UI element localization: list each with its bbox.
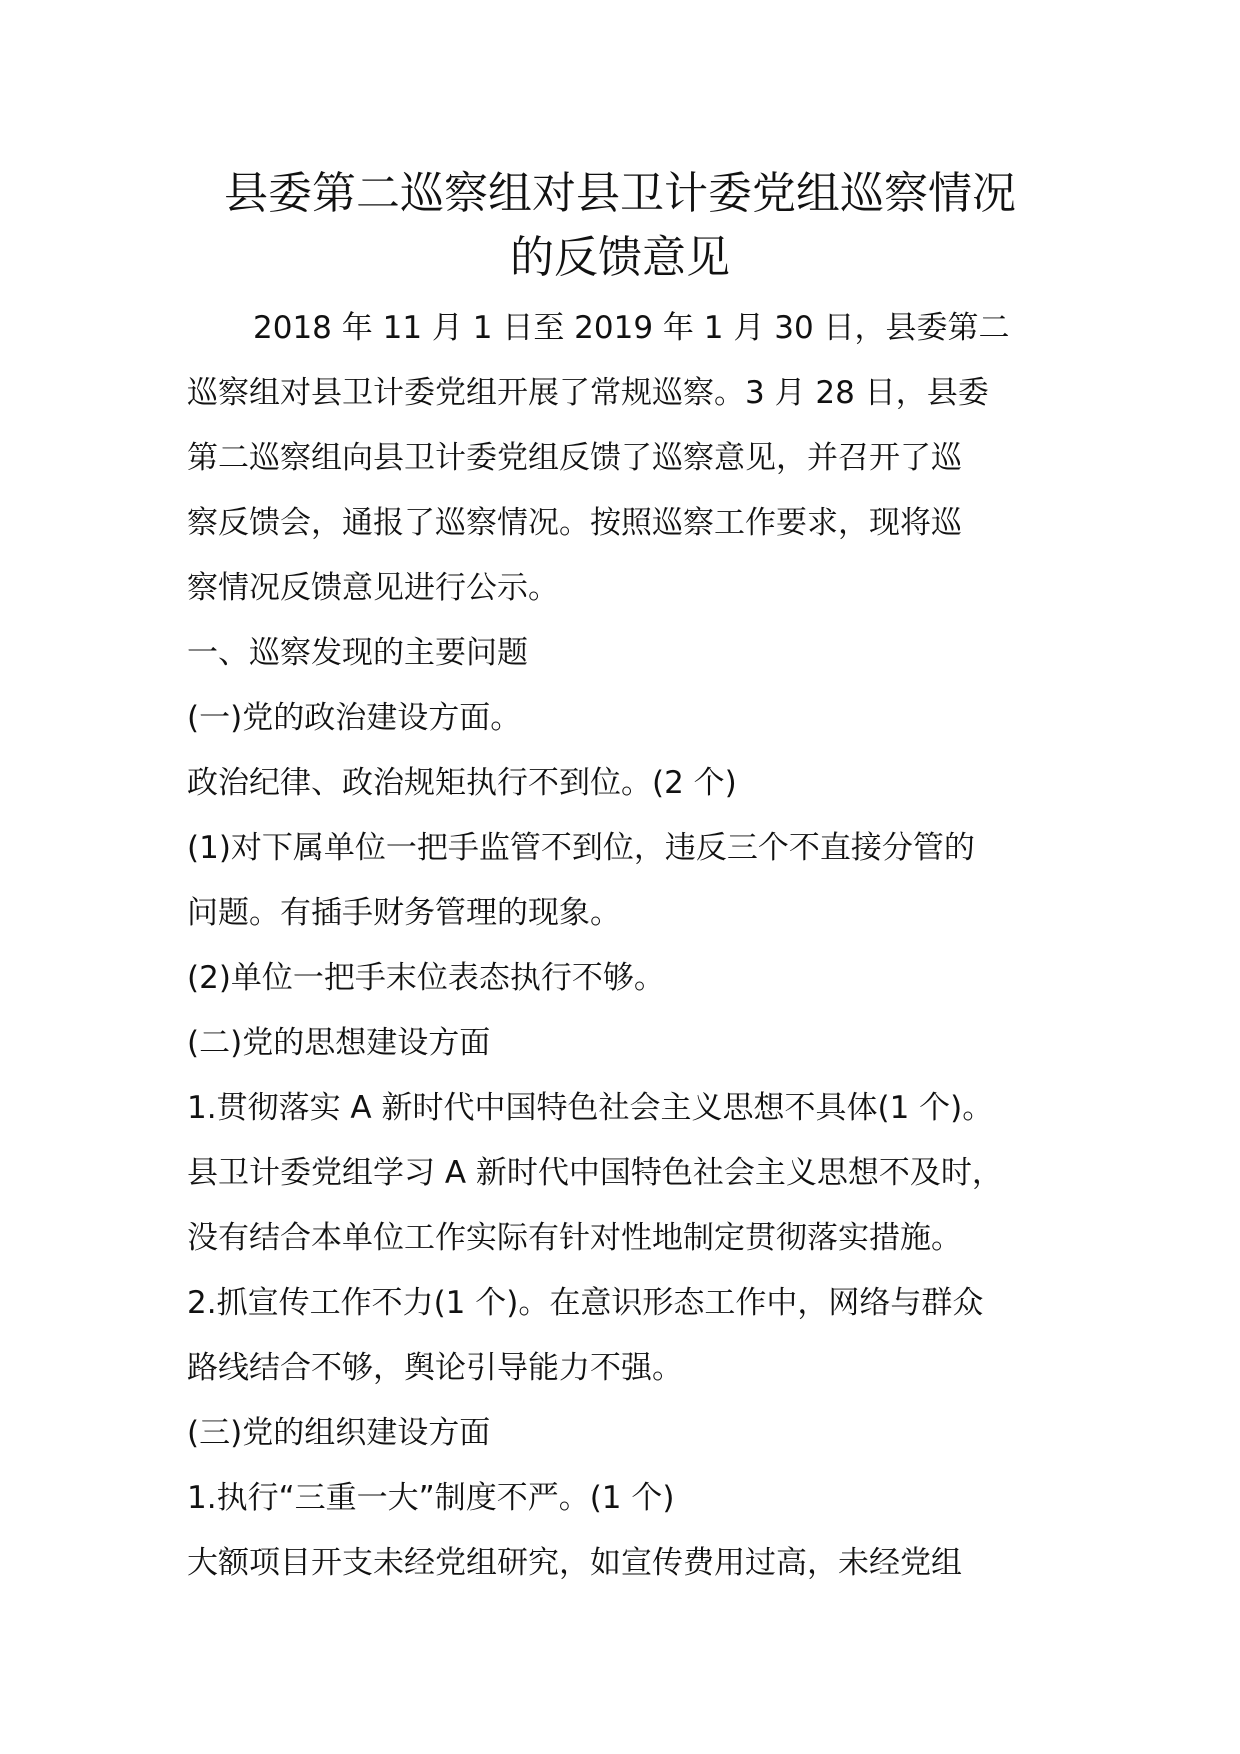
document-body — [187, 296, 1087, 1596]
part1-item2: (2)单位一把手末位表态执行不够。 — [187, 960, 665, 996]
part1-item1-line-2: 问题。有插手财务管理的现象。 — [187, 895, 621, 931]
part2-item2-line-1: 2.抓宣传工作不力(1 个)。在意识形态工作中，网络与群众 — [187, 1285, 984, 1321]
part2-heading: (二)党的思想建设方面 — [187, 1025, 491, 1061]
part3-heading: (三)党的组织建设方面 — [187, 1415, 491, 1451]
intro-line-3: 第二巡察组向县卫计委党组反馈了巡察意见，并召开了巡 — [187, 440, 962, 476]
title-line-2: 的反馈意见 — [510, 232, 730, 283]
part1-heading: (一)党的政治建设方面。 — [187, 700, 522, 736]
intro-line-5: 察情况反馈意见进行公示。 — [187, 570, 559, 606]
part2-item1-line-2: 没有结合本单位工作实际有针对性地制定贯彻落实措施。 — [187, 1220, 962, 1256]
part2-item1-title: 1.贯彻落实 A 新时代中国特色社会主义思想不具体(1 个)。 — [187, 1090, 994, 1126]
title-line-1: 县委第二巡察组对县卫计委党组巡察情况 — [224, 168, 1016, 219]
intro-line-4: 察反馈会，通报了巡察情况。按照巡察工作要求，现将巡 — [187, 505, 962, 541]
part1-sub-heading: 政治纪律、政治规矩执行不到位。(2 个) — [187, 765, 737, 801]
part1-item1-line-1: (1)对下属单位一把手监管不到位，违反三个不直接分管的 — [187, 830, 975, 866]
document-title — [150, 162, 1090, 290]
intro-line-1: 2018 年 11 月 1 日至 2019 年 1 月 30 日，县委第二 — [253, 310, 1010, 346]
part3-item1-title: 1.执行“三重一大”制度不严。(1 个) — [187, 1480, 675, 1516]
section-heading: 一、巡察发现的主要问题 — [187, 635, 528, 671]
intro-line-2: 巡察组对县卫计委党组开展了常规巡察。3 月 28 日，县委 — [187, 375, 989, 411]
part2-item1-line-1: 县卫计委党组学习 A 新时代中国特色社会主义思想不及时， — [187, 1155, 1003, 1191]
part3-item1-line: 大额项目开支未经党组研究，如宣传费用过高，未经党组 — [187, 1545, 962, 1581]
part2-item2-line-2: 路线结合不够，舆论引导能力不强。 — [187, 1350, 683, 1386]
